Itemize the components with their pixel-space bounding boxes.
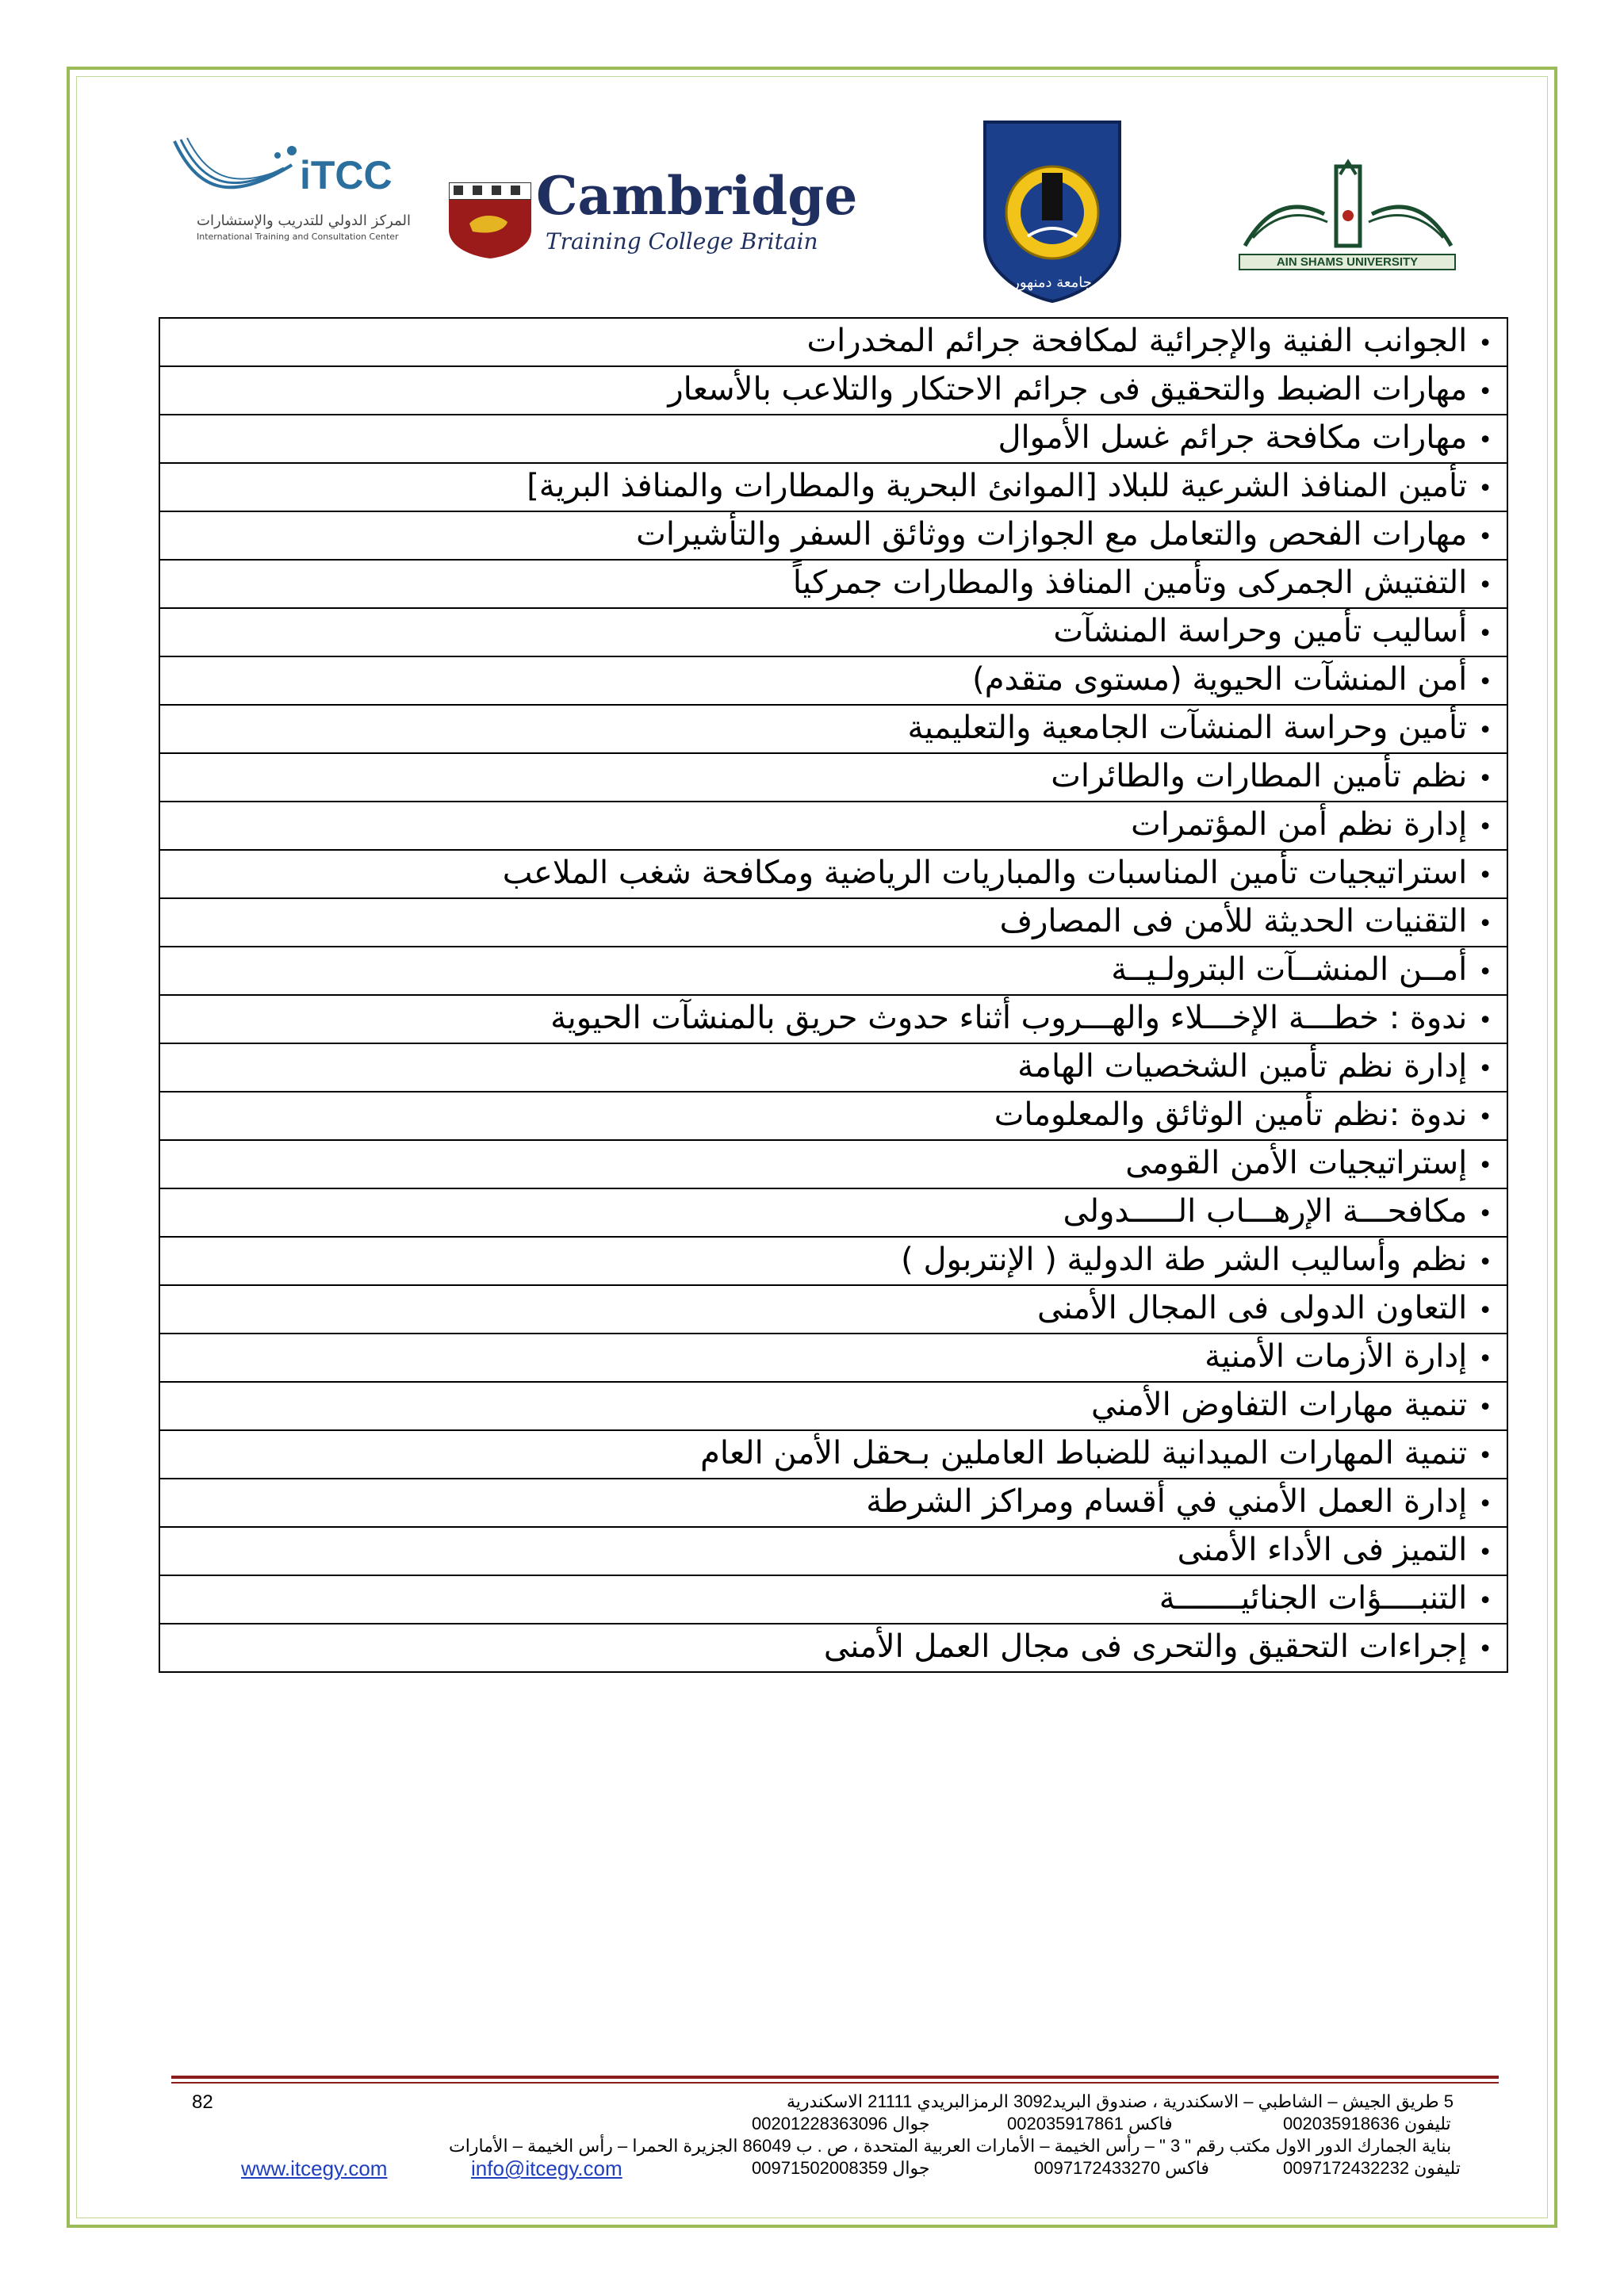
footer-phone-uae: تليفون 0097172432232 [1283, 2158, 1461, 2178]
bullet-icon: • [1478, 377, 1492, 406]
topic-cell [159, 850, 1507, 898]
topic-text: أمن المنشآت الحيوية (مستوى متقدم) [972, 660, 1468, 698]
topic-text: التنبــــؤات الجنائيـــــــة [1159, 1579, 1468, 1617]
footer-website-link[interactable]: www.itcegy.com [241, 2156, 388, 2180]
bullet-icon: • [1478, 619, 1492, 648]
page-number: 82 [192, 2091, 213, 2113]
topic-text: إدارة العمل الأمني في أقسام ومراكز الشرطة [866, 1483, 1468, 1520]
bullet-icon: • [1478, 1441, 1492, 1470]
table-row [159, 656, 1507, 705]
table-row [159, 511, 1507, 560]
topic-cell [159, 656, 1507, 705]
topic-cell [159, 705, 1507, 753]
topic-cell [159, 608, 1507, 656]
topics-table [159, 317, 1508, 1673]
topic-cell [159, 1382, 1507, 1430]
topic-text: إستراتيجيات الأمن القومى [1125, 1144, 1468, 1181]
cambridge-subtitle: Training College Britain [546, 228, 818, 254]
topic-text: استراتيجيات تأمين المناسبات والمباريات الرياضية ومكافحة شغب الملاعب [502, 854, 1468, 891]
topic-text: إدارة نظم تأمين الشخصيات الهامة [1017, 1047, 1468, 1085]
topic-text: التميز فى الأداء الأمنى [1177, 1531, 1468, 1568]
table-row [159, 802, 1507, 850]
table-row [159, 1140, 1507, 1188]
footer-email-link[interactable]: info@itcegy.com [471, 2156, 622, 2180]
itcc-logo [173, 133, 411, 252]
damanhour-label: جامعة دمنهور [1013, 274, 1092, 291]
table-row [159, 850, 1507, 898]
table-row [159, 560, 1507, 608]
bullet-icon: • [1478, 329, 1492, 358]
footer-fax-egypt: فاكس 002035917861 [1007, 2114, 1173, 2133]
topic-cell [159, 1140, 1507, 1188]
table-row [159, 318, 1507, 366]
topic-text: إدارة الأزمات الأمنية [1205, 1337, 1468, 1375]
table-row [159, 1285, 1507, 1334]
table-row [159, 995, 1507, 1043]
bullet-icon: • [1478, 668, 1492, 696]
cambridge-shield-icon [449, 182, 531, 258]
footer-fax-uae: فاكس 0097172433270 [1034, 2158, 1209, 2178]
itcc-swoosh-icon [173, 133, 308, 212]
bullet-icon: • [1478, 1635, 1492, 1663]
topic-text: مكافحـــة الإرهـــاب الـــــدولى [1063, 1192, 1468, 1230]
table-row [159, 1188, 1507, 1237]
bullet-icon: • [1478, 1054, 1492, 1083]
topic-cell [159, 753, 1507, 802]
bullet-icon: • [1478, 958, 1492, 986]
bullet-icon: • [1478, 1538, 1492, 1567]
footer-address-uae: بناية الجمارك الدور الاول مكتب رقم " 3 " – رأس الخيمة – الأمارات العربية المتحدة ، ص . ب 86049 الجزيرة الحمرا – رأس الخيمة – الأمارات [449, 2136, 1452, 2156]
ain-shams-emblem-icon [1229, 159, 1467, 257]
bullet-icon: • [1478, 1103, 1492, 1131]
bullet-icon: • [1478, 1151, 1492, 1180]
table-row [159, 463, 1507, 511]
bullet-icon: • [1478, 1586, 1492, 1615]
topic-text: التفتيش الجمركى وتأمين المنافذ والمطارات جمركياً [792, 564, 1468, 601]
damanhour-crest-icon [980, 117, 1124, 304]
topic-text: تأمين المنافذ الشرعية للبلاد [الموانئ البحرية والمطارات والمنافذ البرية] [527, 467, 1468, 504]
topic-text: تأمين وحراسة المنشآت الجامعية والتعليمية [907, 709, 1468, 746]
topic-cell [159, 1430, 1507, 1479]
footer-divider-thin [171, 2082, 1499, 2084]
topic-cell [159, 802, 1507, 850]
topic-text: ندوة :نظم تأمين الوثائق والمعلومات [994, 1096, 1468, 1133]
footer-divider [171, 2076, 1499, 2079]
bullet-icon: • [1478, 909, 1492, 938]
footer-mobile-uae: جوال 00971502008359 [752, 2158, 930, 2178]
table-row [159, 1575, 1507, 1624]
bullet-icon: • [1478, 813, 1492, 841]
topic-text: نظم تأمين المطارات والطائرات [1051, 757, 1468, 794]
table-row [159, 1624, 1507, 1672]
damanhour-university-logo [980, 117, 1124, 304]
topic-cell [159, 415, 1507, 463]
topic-text: أمــن المنشــآت البترولـيــة [1111, 951, 1468, 988]
table-row [159, 1237, 1507, 1285]
bullet-icon: • [1478, 716, 1492, 744]
bullet-icon: • [1478, 571, 1492, 599]
table-row [159, 1479, 1507, 1527]
topic-cell [159, 1285, 1507, 1334]
topic-cell [159, 1092, 1507, 1140]
topic-text: أساليب تأمين وحراسة المنشآت [1053, 612, 1468, 649]
topic-text: مهارات الضبط والتحقيق فى جرائم الاحتكار والتلاعب بالأسعار [668, 370, 1468, 408]
bullet-icon: • [1478, 1200, 1492, 1228]
topic-cell [159, 995, 1507, 1043]
footer-address-egypt: 5 طريق الجيش – الشاطبي – الاسكندرية ، صندوق البريد3092 الرمزالبريدي 21111 الاسكندرية [787, 2091, 1454, 2111]
table-row [159, 1043, 1507, 1092]
topic-cell [159, 463, 1507, 511]
bullet-icon: • [1478, 861, 1492, 890]
table-row [159, 1334, 1507, 1382]
topic-text: التقنيات الحديثة للأمن فى المصارف [999, 902, 1468, 939]
topic-cell [159, 947, 1507, 995]
topic-text: إجراءات التحقيق والتحرى فى مجال العمل الأمنى [823, 1628, 1468, 1665]
table-row [159, 1527, 1507, 1575]
footer-phone-egypt: تليفون 002035918636 [1283, 2114, 1451, 2133]
topic-text: ندوة : خطـــة الإخـــلاء والهـــروب أثناء حدوث حريق بالمنشآت الحيوية [550, 999, 1468, 1036]
topic-cell [159, 560, 1507, 608]
table-row [159, 705, 1507, 753]
bullet-icon: • [1478, 1393, 1492, 1422]
topic-cell [159, 366, 1507, 415]
topic-cell [159, 1334, 1507, 1382]
table-row [159, 1430, 1507, 1479]
bullet-icon: • [1478, 474, 1492, 503]
cambridge-name: Cambridge [536, 165, 858, 227]
table-row [159, 366, 1507, 415]
cambridge-logo [449, 165, 861, 260]
topic-cell [159, 1527, 1507, 1575]
topic-cell [159, 1479, 1507, 1527]
bullet-icon: • [1478, 764, 1492, 793]
itcc-name: iTCC [300, 153, 393, 197]
topic-text: مهارات مكافحة جرائم غسل الأموال [998, 419, 1468, 456]
topic-cell [159, 1188, 1507, 1237]
topic-text: مهارات الفحص والتعامل مع الجوازات ووثائق السفر والتأشيرات [636, 515, 1468, 553]
topic-text: الجوانب الفنية والإجرائية لمكافحة جرائم المخدرات [806, 322, 1468, 359]
topic-cell [159, 1575, 1507, 1624]
bullet-icon: • [1478, 1006, 1492, 1035]
topic-cell [159, 1624, 1507, 1672]
table-row [159, 947, 1507, 995]
bullet-icon: • [1478, 426, 1492, 454]
topic-cell [159, 1237, 1507, 1285]
topic-text: تنمية مهارات التفاوض الأمني [1090, 1386, 1468, 1423]
bullet-icon: • [1478, 1345, 1492, 1373]
table-row [159, 608, 1507, 656]
topic-text: التعاون الدولى فى المجال الأمنى [1037, 1289, 1468, 1326]
itcc-arabic-name: المركز الدولي للتدريب والإستشارات [197, 212, 411, 229]
table-row [159, 1092, 1507, 1140]
topic-text: إدارة نظم أمن المؤتمرات [1131, 806, 1468, 843]
footer-mobile-egypt: جوال 00201228363096 [752, 2114, 930, 2133]
bullet-icon: • [1478, 522, 1492, 551]
bullet-icon: • [1478, 1296, 1492, 1325]
topic-cell [159, 318, 1507, 366]
topic-cell [159, 511, 1507, 560]
table-row [159, 753, 1507, 802]
table-row [159, 1382, 1507, 1430]
table-row [159, 415, 1507, 463]
table-row [159, 898, 1507, 947]
topic-text: نظم وأساليب الشر طة الدولية ( الإنتربول ) [901, 1241, 1468, 1278]
ain-shams-label: AIN SHAMS UNIVERSITY [1239, 254, 1456, 270]
topic-text: تنمية المهارات الميدانية للضباط العاملين بـحقل الأمن العام [700, 1434, 1468, 1471]
bullet-icon: • [1478, 1248, 1492, 1276]
topic-cell [159, 1043, 1507, 1092]
itcc-english-name: International Training and Consultation Center [197, 232, 399, 242]
ain-shams-university-logo [1229, 159, 1467, 277]
topic-cell [159, 898, 1507, 947]
bullet-icon: • [1478, 1490, 1492, 1518]
